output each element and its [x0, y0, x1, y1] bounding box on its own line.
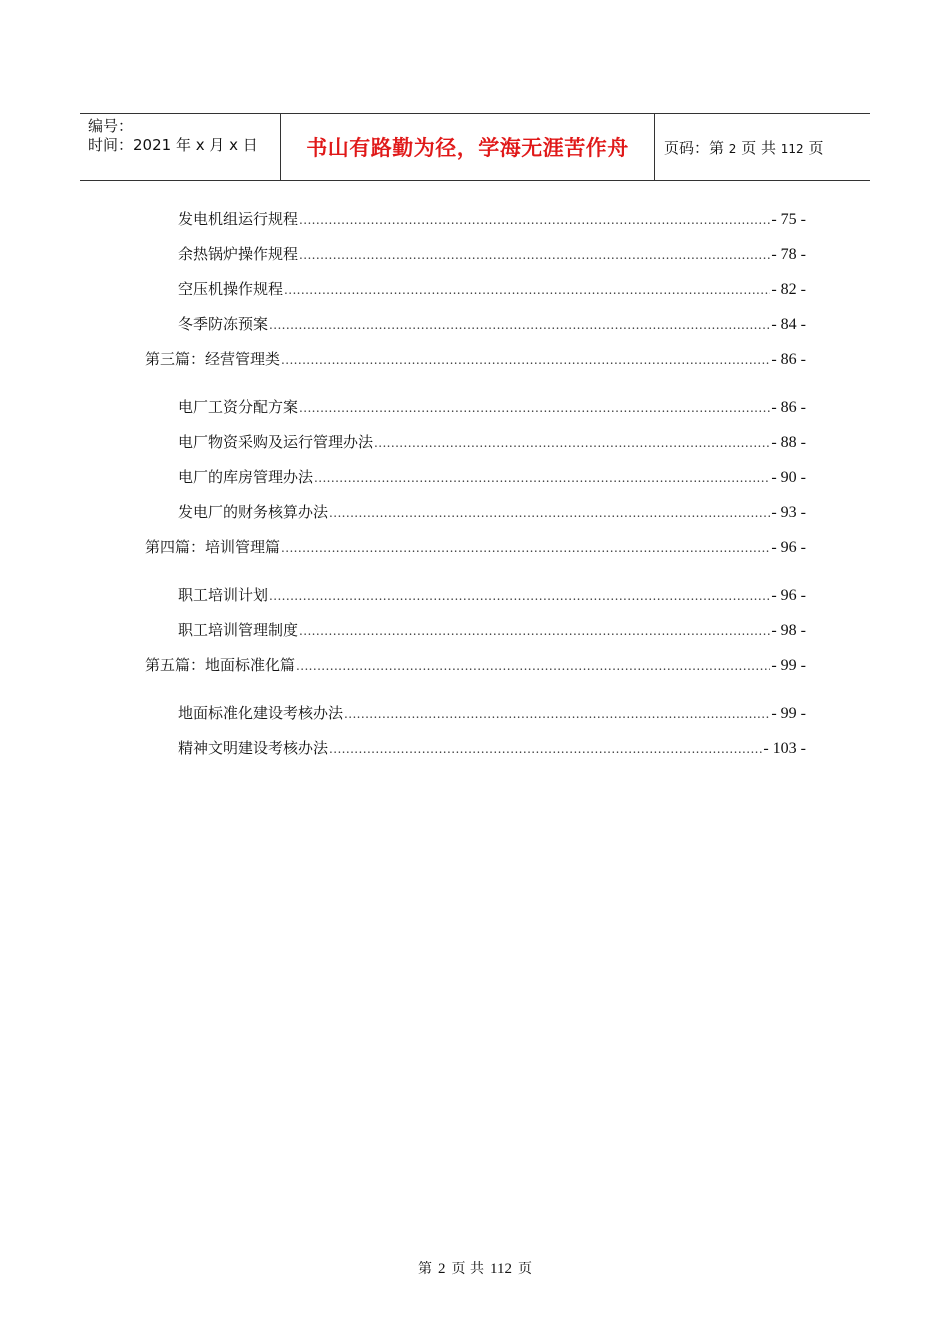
document-time-label: 时间：2021 年 x 月 x 日 — [88, 136, 258, 154]
toc-entry[interactable] — [178, 244, 806, 265]
toc-dot-leader — [299, 621, 770, 641]
toc-entry-title: 第三篇：经营管理类 — [145, 350, 281, 368]
toc-entry-title: 余热锅炉操作规程 — [178, 245, 299, 263]
toc-entry-page: - 78 - — [771, 246, 806, 263]
header-page-mid: 页 共 — [741, 138, 776, 157]
toc-dot-leader — [344, 704, 770, 724]
toc-entry-title: 电厂的库房管理办法 — [178, 468, 314, 486]
toc-entry-page: - 93 - — [771, 504, 806, 521]
toc-dot-leader — [299, 210, 770, 230]
toc-entry-page: - 88 - — [771, 434, 806, 451]
footer-mid: 页 共 — [451, 1261, 484, 1277]
toc-entry-title: 空压机操作规程 — [178, 280, 284, 298]
toc-entry[interactable] — [178, 738, 806, 759]
header-motto: 书山有路勤为径，学海无涯苦作舟 — [306, 136, 629, 160]
toc-entry[interactable] — [178, 209, 806, 230]
toc-entry-page: - 75 - — [771, 211, 806, 228]
toc-entry-page: - 96 - — [771, 587, 806, 604]
toc-entry-page: - 86 - — [771, 399, 806, 416]
header-page-total: 112 — [780, 141, 804, 156]
toc-entry[interactable] — [178, 467, 806, 488]
toc-entry-page: - 99 - — [771, 657, 806, 674]
toc-chapter-entry[interactable] — [145, 537, 806, 558]
document-number-label: 编号： — [88, 117, 134, 135]
toc-entry[interactable] — [178, 314, 806, 335]
toc-entry-title: 地面标准化建设考核办法 — [178, 704, 344, 722]
toc-entry-page: - 84 - — [771, 316, 806, 333]
toc-dot-leader — [269, 586, 770, 606]
footer-prefix: 第 — [418, 1261, 433, 1277]
toc-entry[interactable] — [178, 502, 806, 523]
toc-dot-leader — [299, 398, 770, 418]
toc-entry-page: - 103 - — [763, 740, 806, 757]
header-page-prefix: 页码：第 — [664, 138, 725, 157]
header-page-info — [655, 114, 870, 180]
toc-dot-leader — [314, 468, 770, 488]
header-page-suffix: 页 — [808, 138, 824, 157]
toc-entry[interactable] — [178, 620, 806, 641]
toc-dot-leader — [281, 350, 770, 370]
toc-entry-page: - 98 - — [771, 622, 806, 639]
page-footer — [0, 1258, 950, 1278]
toc-dot-leader — [284, 280, 770, 300]
toc-entry[interactable] — [178, 279, 806, 300]
toc-entry-title: 发电厂的财务核算办法 — [178, 503, 329, 521]
toc-entry-title: 电厂工资分配方案 — [178, 398, 299, 416]
toc-entry-title: 电厂物资采购及运行管理办法 — [178, 433, 374, 451]
toc-entry-title: 第四篇：培训管理篇 — [145, 538, 281, 556]
footer-page-current: 2 — [438, 1261, 446, 1277]
toc-entry-title: 精神文明建设考核办法 — [178, 739, 329, 757]
toc-entry[interactable] — [178, 703, 806, 724]
toc-dot-leader — [269, 315, 770, 335]
toc-dot-leader — [374, 433, 770, 453]
toc-dot-leader — [329, 739, 762, 759]
toc-dot-leader — [299, 245, 770, 265]
toc-chapter-entry[interactable] — [145, 349, 806, 370]
footer-suffix: 页 — [517, 1261, 532, 1277]
header-page-current: 2 — [728, 141, 737, 156]
header-motto-cell — [281, 114, 655, 180]
toc-entry-title: 第五篇：地面标准化篇 — [145, 656, 296, 674]
toc-entry-title: 冬季防冻预案 — [178, 315, 269, 333]
toc-entry-page: - 99 - — [771, 705, 806, 722]
toc-entry[interactable] — [178, 397, 806, 418]
toc-entry-title: 发电机组运行规程 — [178, 210, 299, 228]
header-meta — [80, 114, 281, 180]
toc-dot-leader — [281, 538, 770, 558]
toc-entry[interactable] — [178, 585, 806, 606]
toc-entry-page: - 96 - — [771, 539, 806, 556]
toc-entry-title: 职工培训管理制度 — [178, 621, 299, 639]
header-page-label — [664, 137, 823, 158]
toc-entry-page: - 82 - — [771, 281, 806, 298]
toc-entry[interactable] — [178, 432, 806, 453]
toc-dot-leader — [296, 656, 770, 676]
toc-entry-title: 职工培训计划 — [178, 586, 269, 604]
document-header — [80, 113, 870, 181]
toc-entry-page: - 90 - — [771, 469, 806, 486]
toc-entry-page: - 86 - — [771, 351, 806, 368]
toc-chapter-entry[interactable] — [145, 655, 806, 676]
footer-page-total: 112 — [490, 1261, 512, 1277]
toc-dot-leader — [329, 503, 770, 523]
